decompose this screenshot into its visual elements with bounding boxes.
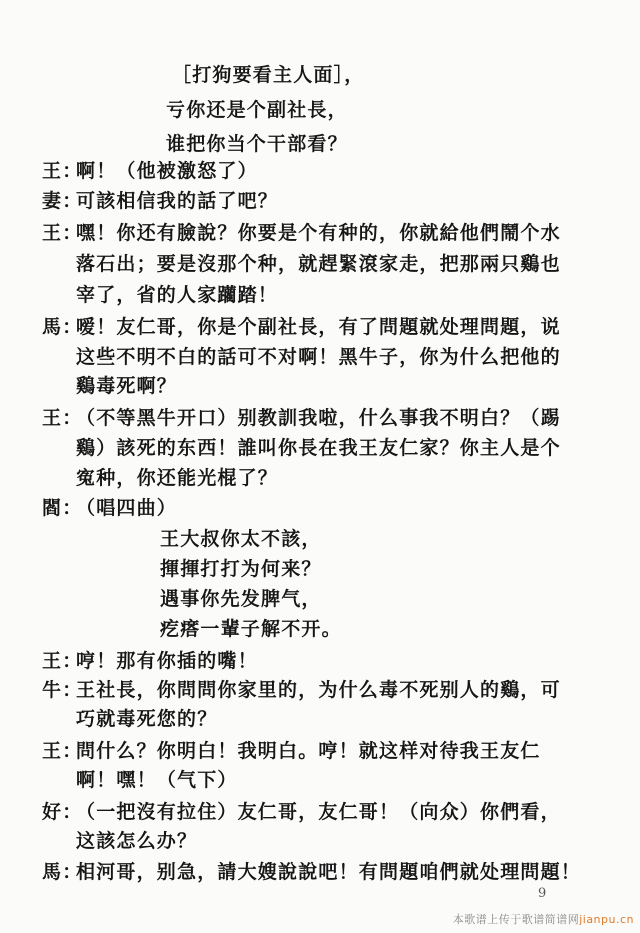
dialogue-text: 哼！那有你插的嘴！ [76,650,258,672]
speaker-label: 王： [42,650,83,672]
dialogue-text: 王社長，你問問你家里的，为什么毒不死别人的鷄，可 [76,679,561,701]
dialogue-text: 寃种，你还能光棍了？ [76,467,279,489]
speaker-label: 閻： [42,497,83,519]
dialogue-line [42,496,177,520]
dialogue-text: 这該怎么办？ [76,830,198,852]
dialogue-text: 巧就毒死您的？ [76,708,218,730]
dialogue-line [42,159,258,183]
dialogue-line [42,315,561,339]
song-line: 王大叔你太不該， [160,528,322,550]
song-line: 亏你还是个副社長， [166,99,348,121]
dialogue-text: （唱四曲） [76,497,178,519]
speaker-label: 王： [42,222,83,244]
dialogue-line [42,406,561,430]
dialogue-line [42,860,581,884]
speaker-label: 王： [42,740,83,762]
dialogue-text: 嘿！你还有臉說？你要是个有种的，你就給他們鬧个水 [76,222,561,244]
song-line: 疙瘩一輩子解不开。 [160,618,342,640]
watermark [453,911,634,927]
song-line: ［打狗要看主人面］， [172,64,365,86]
watermark-url: jianpu.cn [579,913,634,926]
dialogue-text: 鷄毒死啊？ [76,375,178,397]
watermark-text: 本歌谱上传于歌谱简谱网 [452,913,580,926]
speaker-label: 馬： [42,861,83,883]
page-number: 9 [538,886,547,901]
speaker-label: 王： [42,407,83,429]
dialogue-text: （不等黑牛开口）别教訓我啦，什么事我不明白？（踢 [76,407,561,429]
dialogue-text: 这些不明不白的話可不对啊！黑牛子，你为什么把他的 [76,346,561,368]
dialogue-text: 嗳！友仁哥，你是个副社長，有了問題就处理問題，说 [76,316,561,338]
speaker-label: 好： [42,801,83,823]
speaker-label: 牛： [42,679,83,701]
dialogue-line [42,678,561,702]
dialogue-text: （一把沒有拉住）友仁哥，友仁哥！（向众）你們看， [76,801,561,823]
dialogue-line [42,800,561,824]
dialogue-text: 宰了，省的人家躪踏！ [76,284,279,306]
dialogue-text: 鷄）該死的东西！誰叫你長在我王友仁家？你主人是个 [76,437,561,459]
dialogue-line [42,649,258,673]
speaker-label: 馬： [42,316,83,338]
dialogue-text: 啊！嘿！（气下） [76,769,238,791]
dialogue-text: 可該相信我的話了吧？ [76,190,279,212]
dialogue-line [42,739,541,763]
dialogue-line [42,221,561,245]
dialogue-line [42,189,278,213]
dialogue-text: 啊！（他被激怒了） [76,160,258,182]
dialogue-text: 問什么？你明白！我明白。哼！就这样对待我王友仁 [76,740,541,762]
song-line: 遇事你先发脾气， [160,588,322,610]
dialogue-text: 相河哥，别急，請大嫂說說吧！有問題咱們就处理問題！ [76,861,582,883]
speaker-label: 妻： [42,190,83,212]
speaker-label: 王： [42,160,83,182]
song-line: 揮揮打打为何来？ [160,558,322,580]
dialogue-text: 落石出；要是沒那个种，就趕緊滾家走，把那兩只鷄也 [76,253,561,275]
song-line: 谁把你当个干部看？ [166,133,348,155]
